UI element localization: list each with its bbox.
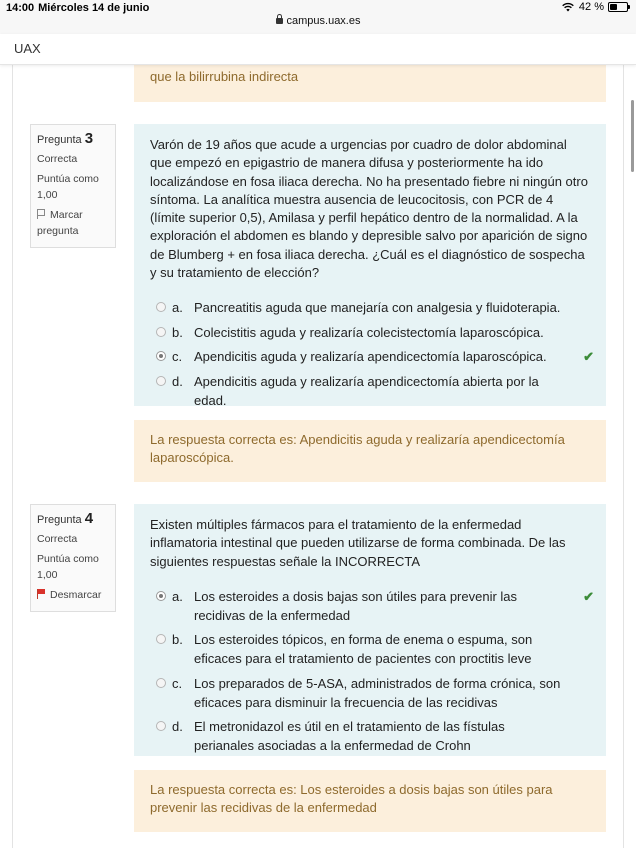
site-header	[0, 34, 636, 65]
correct-answer-feedback	[134, 770, 606, 832]
answer-text: El metronidazol es útil en el tratamiento de las fístulas perianales asociadas a la enfermedad de Crohn	[194, 719, 505, 754]
answer-option-b[interactable]	[150, 323, 590, 342]
answer-letter: c.	[172, 675, 183, 691]
answer-option-d[interactable]	[150, 372, 590, 410]
question-score: Puntúa como 1,00	[37, 553, 99, 581]
brand-logo[interactable]: UAX	[14, 41, 41, 56]
answer-option-c[interactable]	[150, 347, 594, 366]
correct-check-icon: ✔	[583, 349, 594, 365]
answer-letter: c.	[172, 349, 183, 365]
radio-button[interactable]	[156, 721, 166, 731]
answer-text: Apendicitis aguda y realizaría apendicectomía laparoscópica.	[194, 349, 547, 365]
answer-text: Los preparados de 5-ASA, administrados de forma crónica, son eficaces para disminuir la frecuencia de las recidivas	[194, 675, 561, 710]
answer-text: Colecistitis aguda y realizaría colecistectomía laparoscópica.	[194, 324, 544, 340]
answer-letter: a.	[172, 588, 183, 604]
answer-text: Apendicitis aguda y realizaría apendicectomía abierta por la edad.	[194, 373, 539, 408]
battery-percent: 42 %	[578, 1, 604, 13]
radio-button[interactable]	[156, 327, 166, 337]
radio-button[interactable]	[156, 678, 166, 688]
question-4-box	[134, 504, 606, 756]
answer-letter: d.	[172, 373, 183, 389]
status-date: Miércoles 14 de junio	[38, 2, 150, 14]
answer-letter: b.	[172, 324, 183, 340]
question-text: Varón de 19 años que acude a urgencias por cuadro de dolor abdominal que empezó en epigastrio de manera difusa y posteriormente ha ido localizándose en fosa iliaca derecha. No ha presentado fiebre ni ningún otro síntoma. La analítica muestra ausencia de leucocitosis, con PCR de 4 (límite superior 0,5), Amilasa y perfil hepático dentro de la normalidad. A la exploración el abdomen es blando y depresible salvo por aparición de signo de Blumberg + en fosa iliaca derecha. ¿Cuál es el diagnóstico de sospecha y su tratamiento de elección?	[150, 137, 588, 281]
feedback-text: La respuesta correcta es: Apendicitis aguda y realizaría apendicectomía laparoscópica.	[150, 432, 565, 465]
battery-icon	[608, 2, 628, 12]
flag-question-link[interactable]: Marcar pregunta	[37, 209, 83, 237]
question-status: Correcta	[37, 533, 78, 545]
question-number: Pregunta 3	[37, 130, 94, 147]
status-time: 14:00 Miércoles 14 de junio	[6, 2, 150, 14]
question-score: Puntúa como 1,00	[37, 173, 99, 201]
answer-option-c[interactable]	[150, 674, 590, 712]
answer-option-d[interactable]	[150, 717, 590, 755]
correct-check-icon: ✔	[583, 588, 594, 604]
scrollbar[interactable]	[631, 100, 634, 172]
question-info	[30, 124, 116, 248]
answer-letter: d.	[172, 719, 183, 735]
flag-icon	[37, 589, 46, 599]
url-text: campus.uax.es	[286, 15, 361, 27]
answer-option-b[interactable]	[150, 630, 590, 668]
radio-button[interactable]	[156, 302, 166, 312]
answer-letter: a.	[172, 300, 183, 316]
answer-option-a[interactable]	[150, 298, 590, 317]
answer-text: Los esteroides a dosis bajas son útiles para prevenir las recidivas de la enfermedad	[194, 588, 518, 623]
status-indicators	[561, 1, 628, 13]
answer-text: Pancreatitis aguda que manejaría con analgesia y fluidoterapia.	[194, 300, 561, 316]
answer-letter: b.	[172, 632, 183, 648]
answer-list	[150, 298, 594, 410]
question-number: Pregunta 4	[37, 510, 94, 527]
flag-icon	[37, 209, 46, 219]
unflag-question-link[interactable]: Desmarcar	[37, 587, 109, 603]
question-3-box	[134, 124, 606, 406]
previous-feedback-text: que la bilirrubina indirecta	[150, 69, 299, 84]
radio-button[interactable]	[156, 376, 166, 386]
answer-option-a[interactable]	[150, 587, 594, 625]
answer-list	[150, 587, 594, 756]
question-text: Existen múltiples fármacos para el tratamiento de la enfermedad inflamatoria intestinal que pueden utilizarse de forma combinada. De las siguientes respuestas señale la INCORRECTA	[150, 517, 566, 569]
question-status: Correcta	[37, 153, 78, 165]
radio-button-selected[interactable]	[156, 351, 166, 361]
correct-answer-feedback	[134, 420, 606, 482]
feedback-text: La respuesta correcta es: Los esteroides a dosis bajas son útiles para prevenir las recidivas de la enfermedad	[150, 782, 553, 815]
question-info	[30, 504, 116, 612]
radio-button[interactable]	[156, 634, 166, 644]
lock-icon	[276, 18, 283, 24]
answer-text: Los esteroides tópicos, en forma de enema o espuma, son eficaces para el tratamiento de pacientes con proctitis leve	[194, 632, 533, 667]
radio-button-selected[interactable]	[156, 591, 166, 601]
address-bar[interactable]	[0, 15, 636, 27]
status-bar	[0, 0, 636, 34]
wifi-icon	[561, 2, 575, 12]
